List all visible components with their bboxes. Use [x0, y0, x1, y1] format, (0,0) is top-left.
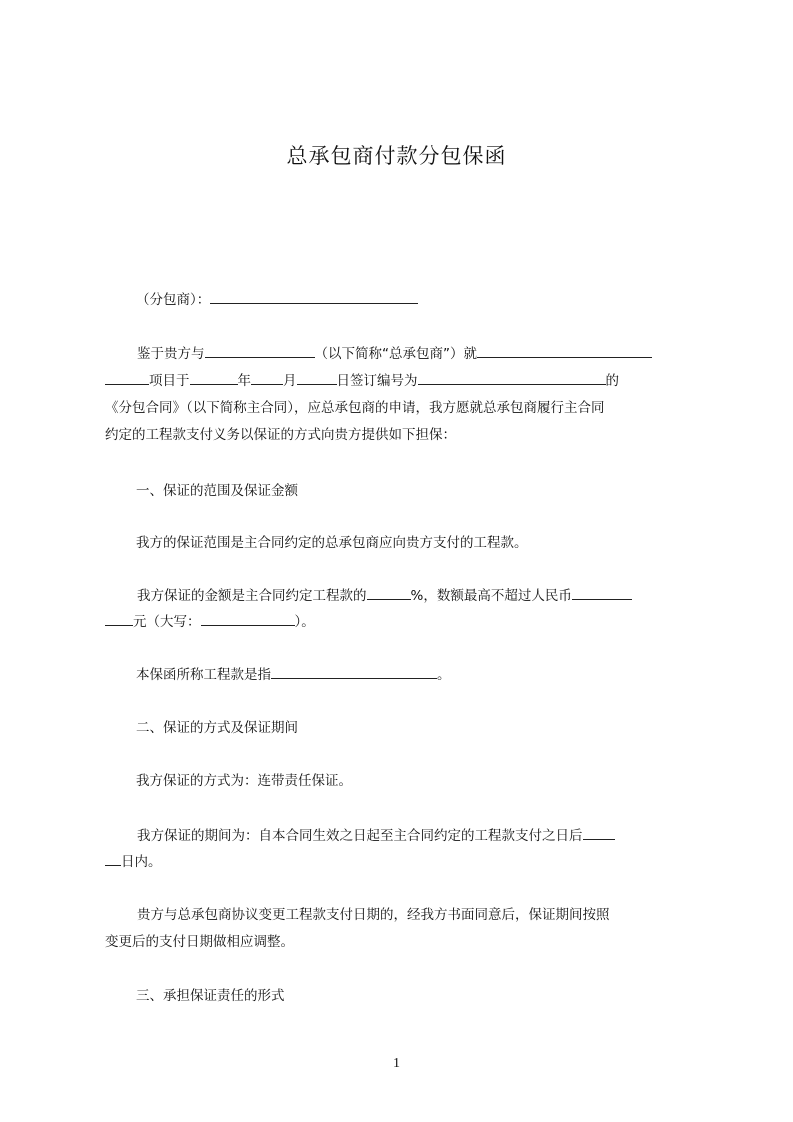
project-name-blank[interactable] [477, 344, 652, 358]
intro-line-1 [137, 344, 701, 364]
page-number: 1 [393, 1056, 400, 1071]
intro-text: 年 [237, 373, 251, 389]
document-title: 总承包商付款分包保函 [286, 144, 507, 168]
amount-text: 我方保证的金额是主合同约定工程款的 [137, 588, 367, 604]
month-blank[interactable] [251, 371, 283, 385]
intro-line-2 [105, 371, 701, 391]
percent-blank[interactable] [367, 586, 411, 600]
amount-text: ）。 [294, 614, 315, 630]
section2-method: 我方保证的方式为：连带责任保证。 [136, 773, 352, 789]
section1-amount-line-2 [105, 612, 701, 632]
general-contractor-blank[interactable] [205, 344, 315, 358]
period-text: 日内。 [121, 854, 162, 870]
section2-change-line-2: 变更后的支付日期做相应调整。 [105, 934, 294, 950]
days-blank-cont[interactable] [105, 852, 121, 866]
days-blank[interactable] [583, 826, 615, 840]
amount-figures-blank-cont[interactable] [105, 612, 133, 626]
intro-text: 鉴于贵方与 [137, 346, 205, 362]
section1-amount-line-1 [137, 586, 701, 606]
intro-text: 日签订编号为 [336, 373, 418, 389]
section1-heading: 一、保证的范围及保证金额 [136, 483, 298, 499]
recipient-label: （分包商）： [136, 292, 211, 308]
amount-figures-blank[interactable] [572, 586, 632, 600]
amount-text: %，数额最高不超过人民币 [410, 588, 572, 604]
section2-heading: 二、保证的方式及保证期间 [136, 720, 298, 736]
intro-text: 项目于 [149, 373, 190, 389]
section1-scope: 我方的保证范围是主合同约定的总承包商应向贵方支付的工程款。 [136, 535, 528, 551]
year-blank[interactable] [190, 371, 238, 385]
contract-number-blank[interactable] [418, 371, 606, 385]
period-text: 我方保证的期间为：自本合同生效之日起至主合同约定的工程款支付之日后 [137, 828, 583, 844]
payment-definition-blank[interactable] [271, 665, 437, 679]
intro-line-3: 《分包合同》（以下简称主合同），应总承包商的申请，我方愿就总承包商履行主合同 [105, 400, 605, 416]
intro-text: 的 [605, 373, 619, 389]
amount-text: 元（大写： [133, 614, 201, 630]
intro-line-4: 约定的工程款支付义务以保证的方式向贵方提供如下担保： [105, 427, 456, 443]
recipient-blank[interactable] [210, 290, 418, 304]
project-name-blank-cont[interactable] [105, 371, 149, 385]
refers-text: 本保函所称工程款是指 [136, 667, 271, 683]
section2-period-line-1 [137, 826, 701, 846]
section2-period-line-2 [105, 852, 701, 872]
refers-text: 。 [437, 667, 451, 683]
amount-words-blank[interactable] [201, 612, 295, 626]
recipient-line [136, 290, 732, 310]
section3-heading: 三、承担保证责任的形式 [136, 988, 285, 1004]
day-blank[interactable] [297, 371, 337, 385]
section2-change-line-1: 贵方与总承包商协议变更工程款支付日期的，经我方书面同意后，保证期间按照 [137, 907, 610, 923]
section1-refers-line [136, 665, 732, 685]
intro-text: 月 [283, 373, 297, 389]
intro-text: （以下简称“总承包商”）就 [314, 346, 477, 362]
